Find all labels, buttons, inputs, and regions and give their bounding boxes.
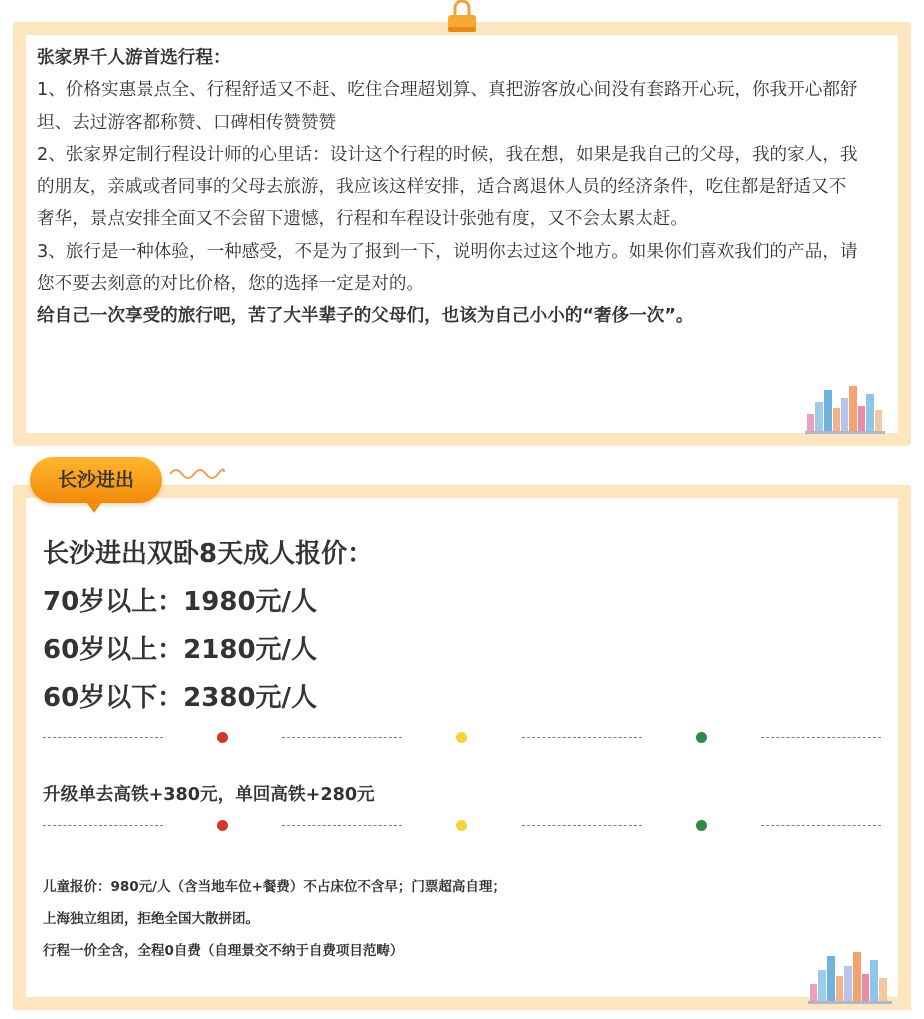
green-dot-icon [696, 820, 707, 831]
intro-heading: 张家界千人游首选行程： [37, 48, 231, 68]
yellow-dot-icon [456, 732, 467, 743]
yellow-dot-icon [456, 820, 467, 831]
price-title: 长沙进出双卧8天成人报价： [43, 539, 374, 569]
intro-point-3: 3、旅行是一种体验，一种感受，不是为了报到一下，说明你去过这个地方。如果你们喜欢我们的产品，请您不要去刻意的对比价格，您的选择一定是对的。 [37, 241, 858, 295]
intro-closing: 给自己一次享受的旅行吧，苦了大半辈子的父母们，也该为自己小小的“奢侈一次”。 [37, 306, 694, 327]
wave-icon [168, 464, 226, 480]
departure-tag: 长沙进出 [30, 457, 162, 503]
red-dot-icon [217, 820, 228, 831]
binder-clip-icon [443, 0, 481, 38]
intro-point-2: 2、张家界定制行程设计师的心里话：设计这个行程的时候，我在想，如果是我自己的父母，我的家人，我的朋友，亲戚或者同事的父母去旅游，我应该这样安排，适合离退休人员的经济条件，吃住都是舒适又不奢华，景点安排全面又不会留下遗憾，行程和车程设计张弛有度，又不会太累太赶。 [37, 144, 858, 230]
tag-pointer [84, 499, 104, 513]
divider [43, 820, 881, 832]
divider [43, 732, 881, 744]
price-row: 60岁以下：2380元/人 [43, 683, 318, 713]
green-dot-icon [696, 732, 707, 743]
intro-point-1: 1、价格实惠景点全、行程舒适又不赶、吃住合理超划算、真把游客放心间没有套路开心玩，你我开心都舒坦、去过游客都称赞、口碑相传赞赞赞 [37, 80, 858, 133]
city-skyline-icon [808, 948, 892, 1004]
price-row: 60岁以上：2180元/人 [43, 635, 318, 665]
upgrade-text: 升级单去高铁+380元，单回高铁+280元 [43, 785, 375, 805]
city-skyline-icon [805, 380, 885, 434]
red-dot-icon [217, 732, 228, 743]
note-item: 上海独立组团，拒绝全国大散拼团。 [43, 911, 259, 927]
note-item: 儿童报价：980元/人（含当地车位+餐费）不占床位不含早；门票超高自理； [43, 879, 506, 895]
price-row: 70岁以上：1980元/人 [43, 587, 318, 617]
intro-text [37, 42, 863, 333]
note-item: 行程一价全含，全程0自费（自理景交不纳于自费项目范畴） [43, 943, 404, 959]
